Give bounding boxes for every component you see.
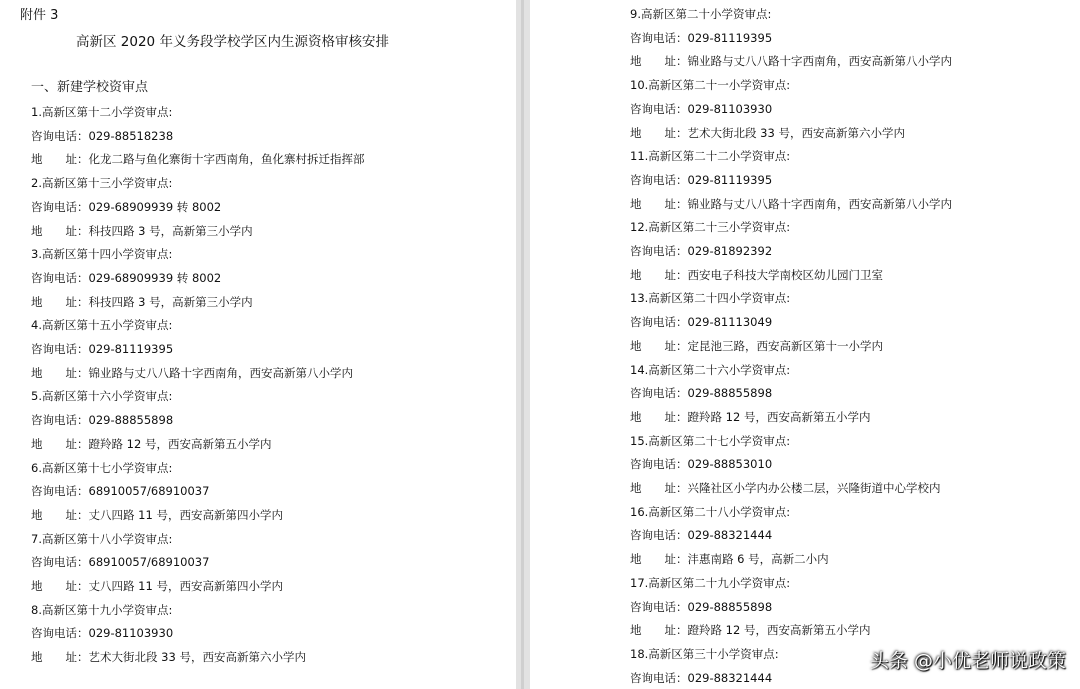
document-title: 高新区 2020 年义务段学校学区内生源资格审核安排 (76, 34, 389, 50)
entry-name-value: 13.高新区第二十四小学资审点: (630, 291, 791, 306)
entry-phone (630, 600, 772, 614)
entry-phone-value: 029-81103930 (88, 626, 174, 641)
phone-label: 咨询电话： (31, 128, 89, 143)
entry-address-value: 蹬羚路 12 号，西安高新第五小学内 (88, 436, 272, 451)
address-label: 地 址： (630, 196, 688, 211)
entry-name-value: 8.高新区第十九小学资审点: (31, 602, 173, 617)
entry-name-value: 16.高新区第二十八小学资审点: (630, 504, 791, 519)
entry-name-value: 18.高新区第三十小学资审点: (630, 646, 779, 661)
address-label: 地 址： (31, 579, 89, 593)
entry-name-value: 1.高新区第十二小学资审点: (31, 105, 173, 119)
entry-address-value: 锦业路与丈八八路十字西南角，西安高新第八小学内 (88, 365, 353, 380)
address-label: 地 址： (630, 125, 688, 140)
document-page-right (530, 0, 1080, 689)
phone-label: 咨询电话： (31, 626, 89, 641)
entry-phone (630, 457, 772, 471)
address-label: 地 址： (31, 650, 89, 665)
phone-label: 咨询电话： (630, 599, 688, 614)
entry-phone (31, 555, 209, 569)
entry-name-value: 15.高新区第二十七小学资审点: (630, 433, 791, 448)
entry-address-value: 科技四路 3 号，高新第三小学内 (88, 294, 253, 309)
entry-address (630, 197, 952, 211)
attachment-label: 附件 3 (20, 8, 59, 23)
address-label: 地 址： (630, 267, 688, 282)
entry-phone (31, 342, 173, 356)
entry-phone-value: 029-88855898 (687, 386, 773, 401)
entry-phone (630, 173, 772, 187)
entry-address (630, 126, 905, 140)
section-heading: 一、新建学校资审点 (31, 80, 149, 95)
address-label: 地 址： (31, 436, 89, 451)
entry-name-value: 12.高新区第二十三小学资审点: (630, 220, 791, 235)
entry-phone-value: 029-68909939 转 8002 (88, 199, 222, 214)
address-label: 地 址： (630, 409, 688, 424)
entry-address (31, 579, 283, 593)
entry-address-value: 艺术大街北段 33 号，西安高新第六小学内 (687, 125, 905, 140)
entry-name (31, 461, 172, 475)
entry-name-value: 6.高新区第十七小学资审点: (31, 460, 173, 475)
address-label: 地 址： (630, 481, 688, 495)
entry-phone (630, 386, 772, 400)
phone-label: 咨询电话： (630, 172, 688, 187)
entry-name (31, 603, 172, 617)
entry-name (630, 434, 790, 448)
entry-phone (31, 129, 173, 143)
phone-label: 咨询电话： (630, 670, 688, 685)
address-label: 地 址： (31, 152, 89, 167)
entry-name-value: 4.高新区第十五小学资审点: (31, 318, 173, 333)
entry-address-value: 蹬羚路 12 号，西安高新第五小学内 (687, 623, 871, 638)
entry-address (630, 552, 829, 566)
phone-label: 咨询电话： (31, 270, 89, 285)
entry-address (31, 152, 365, 166)
entry-address-value: 锦业路与丈八八路十字西南角，西安高新第八小学内 (687, 196, 952, 211)
phone-label: 咨询电话： (630, 244, 688, 258)
entry-address-value: 锦业路与丈八八路十字西南角，西安高新第八小学内 (687, 54, 952, 69)
phone-label: 咨询电话： (31, 413, 89, 428)
entry-address-value: 定昆池三路，西安高新区第十一小学内 (687, 338, 883, 353)
entry-phone (630, 528, 772, 542)
entry-phone-value: 029-81113049 (687, 315, 773, 330)
entry-name-value: 9.高新区第二十小学资审点: (630, 7, 772, 21)
address-label: 地 址： (31, 223, 89, 238)
phone-label: 咨询电话： (630, 101, 688, 116)
entry-name (630, 505, 790, 519)
phone-label: 咨询电话： (630, 315, 688, 330)
entry-phone-value: 68910057/68910037 (88, 484, 210, 499)
entry-phone-value: 029-88855898 (88, 413, 174, 428)
address-label: 地 址： (630, 552, 688, 567)
entry-address (630, 54, 952, 68)
entry-address (630, 339, 883, 353)
entry-name-value: 17.高新区第二十九小学资审点: (630, 575, 791, 590)
entry-phone-value: 029-88853010 (687, 457, 773, 472)
entry-address (31, 295, 253, 309)
entry-address-value: 沣惠南路 6 号，高新二小内 (687, 552, 829, 567)
entry-address-value: 丈八四路 11 号，西安高新第四小学内 (88, 507, 283, 522)
document-page-left (0, 0, 516, 689)
entry-phone-value: 029-81103930 (687, 101, 773, 116)
entry-phone-value: 029-88321444 (687, 670, 773, 685)
entry-name (31, 247, 172, 261)
phone-label: 咨询电话： (630, 457, 688, 472)
phone-label: 咨询电话： (630, 528, 688, 543)
entry-address-value: 科技四路 3 号，高新第三小学内 (88, 223, 253, 238)
entry-phone-value: 029-88321444 (687, 528, 773, 543)
entry-name-value: 7.高新区第十八小学资审点: (31, 531, 173, 546)
entry-phone (31, 413, 173, 427)
entry-name (630, 220, 790, 234)
entry-name (630, 363, 790, 377)
entry-address (630, 410, 870, 424)
entry-phone (31, 484, 209, 498)
entry-phone (630, 244, 772, 258)
entry-phone-value: 029-68909939 转 8002 (88, 270, 222, 285)
entry-phone-value: 029-88855898 (687, 599, 773, 614)
entry-address (31, 224, 253, 238)
entry-address (630, 623, 870, 637)
entry-phone-value: 029-81119395 (88, 342, 174, 356)
address-label: 地 址： (31, 294, 89, 309)
entry-address-value: 丈八四路 11 号，西安高新第四小学内 (88, 579, 283, 593)
address-label: 地 址： (630, 338, 688, 353)
entry-name (31, 532, 172, 546)
entry-address (630, 268, 883, 282)
phone-label: 咨询电话： (31, 199, 89, 214)
address-label: 地 址： (630, 54, 688, 69)
entry-name-value: 2.高新区第十三小学资审点: (31, 176, 173, 191)
address-label: 地 址： (630, 623, 688, 638)
entry-phone-value: 68910057/68910037 (88, 555, 210, 570)
entry-address-value: 西安电子科技大学南校区幼儿园门卫室 (687, 267, 883, 282)
entry-address-value: 兴隆社区小学内办公楼二层，兴隆街道中心学校内 (687, 481, 941, 495)
entry-name (630, 576, 790, 590)
phone-label: 咨询电话： (31, 484, 89, 499)
entry-name (630, 149, 790, 163)
entry-address (31, 366, 353, 380)
entry-name (630, 7, 771, 21)
entry-name-value: 10.高新区第二十一小学资审点: (630, 78, 791, 93)
entry-phone (630, 31, 772, 45)
entry-phone-value: 029-88518238 (88, 128, 174, 143)
entry-phone-value: 029-81119395 (687, 172, 773, 187)
phone-label: 咨询电话： (31, 555, 89, 570)
entry-phone (31, 271, 221, 285)
entry-phone (31, 200, 221, 214)
entry-address (31, 437, 271, 451)
entry-address (31, 508, 283, 522)
entry-name (31, 105, 172, 119)
entry-name (31, 389, 172, 403)
entry-phone (630, 102, 772, 116)
phone-label: 咨询电话： (31, 342, 89, 356)
entry-name-value: 11.高新区第二十二小学资审点: (630, 149, 791, 164)
page-gutter (516, 0, 530, 689)
entry-address-value: 蹬羚路 12 号，西安高新第五小学内 (687, 409, 871, 424)
entry-name (630, 291, 790, 305)
entry-address (31, 650, 306, 664)
gutter-divider (521, 0, 524, 689)
entry-name-value: 14.高新区第二十六小学资审点: (630, 362, 791, 377)
entry-name (31, 318, 172, 332)
entry-name (630, 647, 779, 661)
address-label: 地 址： (31, 507, 89, 522)
phone-label: 咨询电话： (630, 30, 688, 45)
entry-phone (630, 315, 772, 329)
entry-address-value: 化龙二路与鱼化寨街十字西南角，鱼化寨村拆迁指挥部 (88, 152, 365, 167)
entry-name-value: 3.高新区第十四小学资审点: (31, 247, 173, 262)
watermark: 头条 @小优老师说政策 (869, 650, 1066, 672)
entry-phone-value: 029-81892392 (687, 244, 773, 258)
entry-phone (31, 626, 173, 640)
entry-phone-value: 029-81119395 (687, 30, 773, 45)
entry-name-value: 5.高新区第十六小学资审点: (31, 389, 173, 404)
entry-address-value: 艺术大街北段 33 号，西安高新第六小学内 (88, 650, 306, 665)
entry-name (630, 78, 790, 92)
entry-address (630, 481, 941, 495)
entry-name (31, 176, 172, 190)
entry-phone (630, 671, 772, 685)
phone-label: 咨询电话： (630, 386, 688, 401)
address-label: 地 址： (31, 365, 89, 380)
